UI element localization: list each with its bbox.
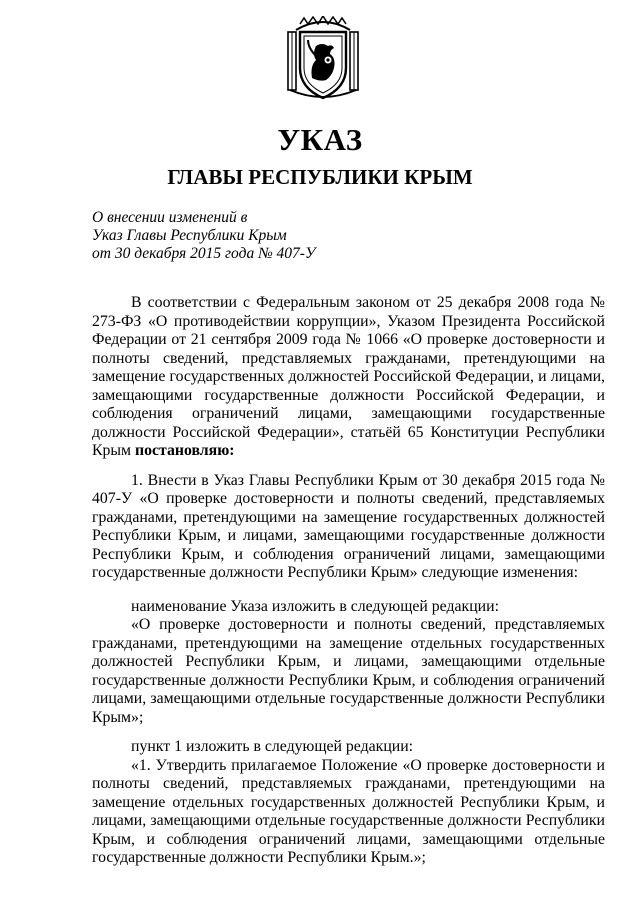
crimea-coat-of-arms-icon <box>286 16 360 100</box>
name-heading-paragraph: наименование Указа изложить в следующей редакции: <box>131 597 499 615</box>
document-subject <box>92 209 452 263</box>
document-issuer: ГЛАВЫ РЕСПУБЛИКИ КРЫМ <box>167 165 473 189</box>
name-text-paragraph: «О проверке достоверности и полноты сведений, представляемых гражданами, претендующими на замещение отдельных государственных должностей Республики Крым, и лицами, замещающими отдельные государственные должности Республики Крым, и соблюдения ограничений лицами, замещающими отдельные государственные должности Республики Крым»; <box>92 616 605 726</box>
document-title: УКАЗ <box>277 122 363 157</box>
subject-line: О внесении изменений в <box>92 209 248 226</box>
subject-line: Указ Главы Республики Крым <box>92 227 287 244</box>
preamble-text: В соответствии с Федеральным законом от 25 декабря 2008 года № 273-ФЗ «О противодействии коррупции», Указом Президента Российской Федерации от 21 сентября 2009 года № 1066 «О проверке достоверности и полноты сведений, представляемых гражданами, претендующими на замещение государственных должностей Российской Федерации, и лицами, замещающими государственные должности Российской Федерации, и соблюдения ограничений лицами, замещающими государственные должности Российской Федерации», статьёй 65 Конституции Республики Крым <box>92 294 605 459</box>
document-body <box>92 294 605 868</box>
decree-word: постановляю: <box>135 442 235 459</box>
point-text-paragraph: «1. Утвердить прилагаемое Положение «О проверке достоверности и полноты сведений, представляемых гражданами, претендующими на замещение отдельных государственных должностей Республики Крым, и лицами, замещающими отдельные государственные должности Республики Крым, и соблюдения ограничений лицами, замещающими отдельные государственные должности Республики Крым.»; <box>92 756 605 866</box>
item-1-paragraph: 1. Внести в Указ Главы Республики Крым от 30 декабря 2015 года № 407-У «О проверке достоверности и полноты сведений, представляемых гражданами, претендующими на замещение государственных должностей Республики Крым, и лицами, замещающими государственные должности Республики Крым, и соблюдения ограничений лицами, замещающими государственные должности Республики Крым» следующие изменения: <box>92 471 605 581</box>
point-heading-paragraph: пункт 1 изложить в следующей редакции: <box>131 738 414 755</box>
preamble-paragraph <box>92 294 605 461</box>
subject-line: от 30 декабря 2015 года № 407-У <box>92 245 316 262</box>
